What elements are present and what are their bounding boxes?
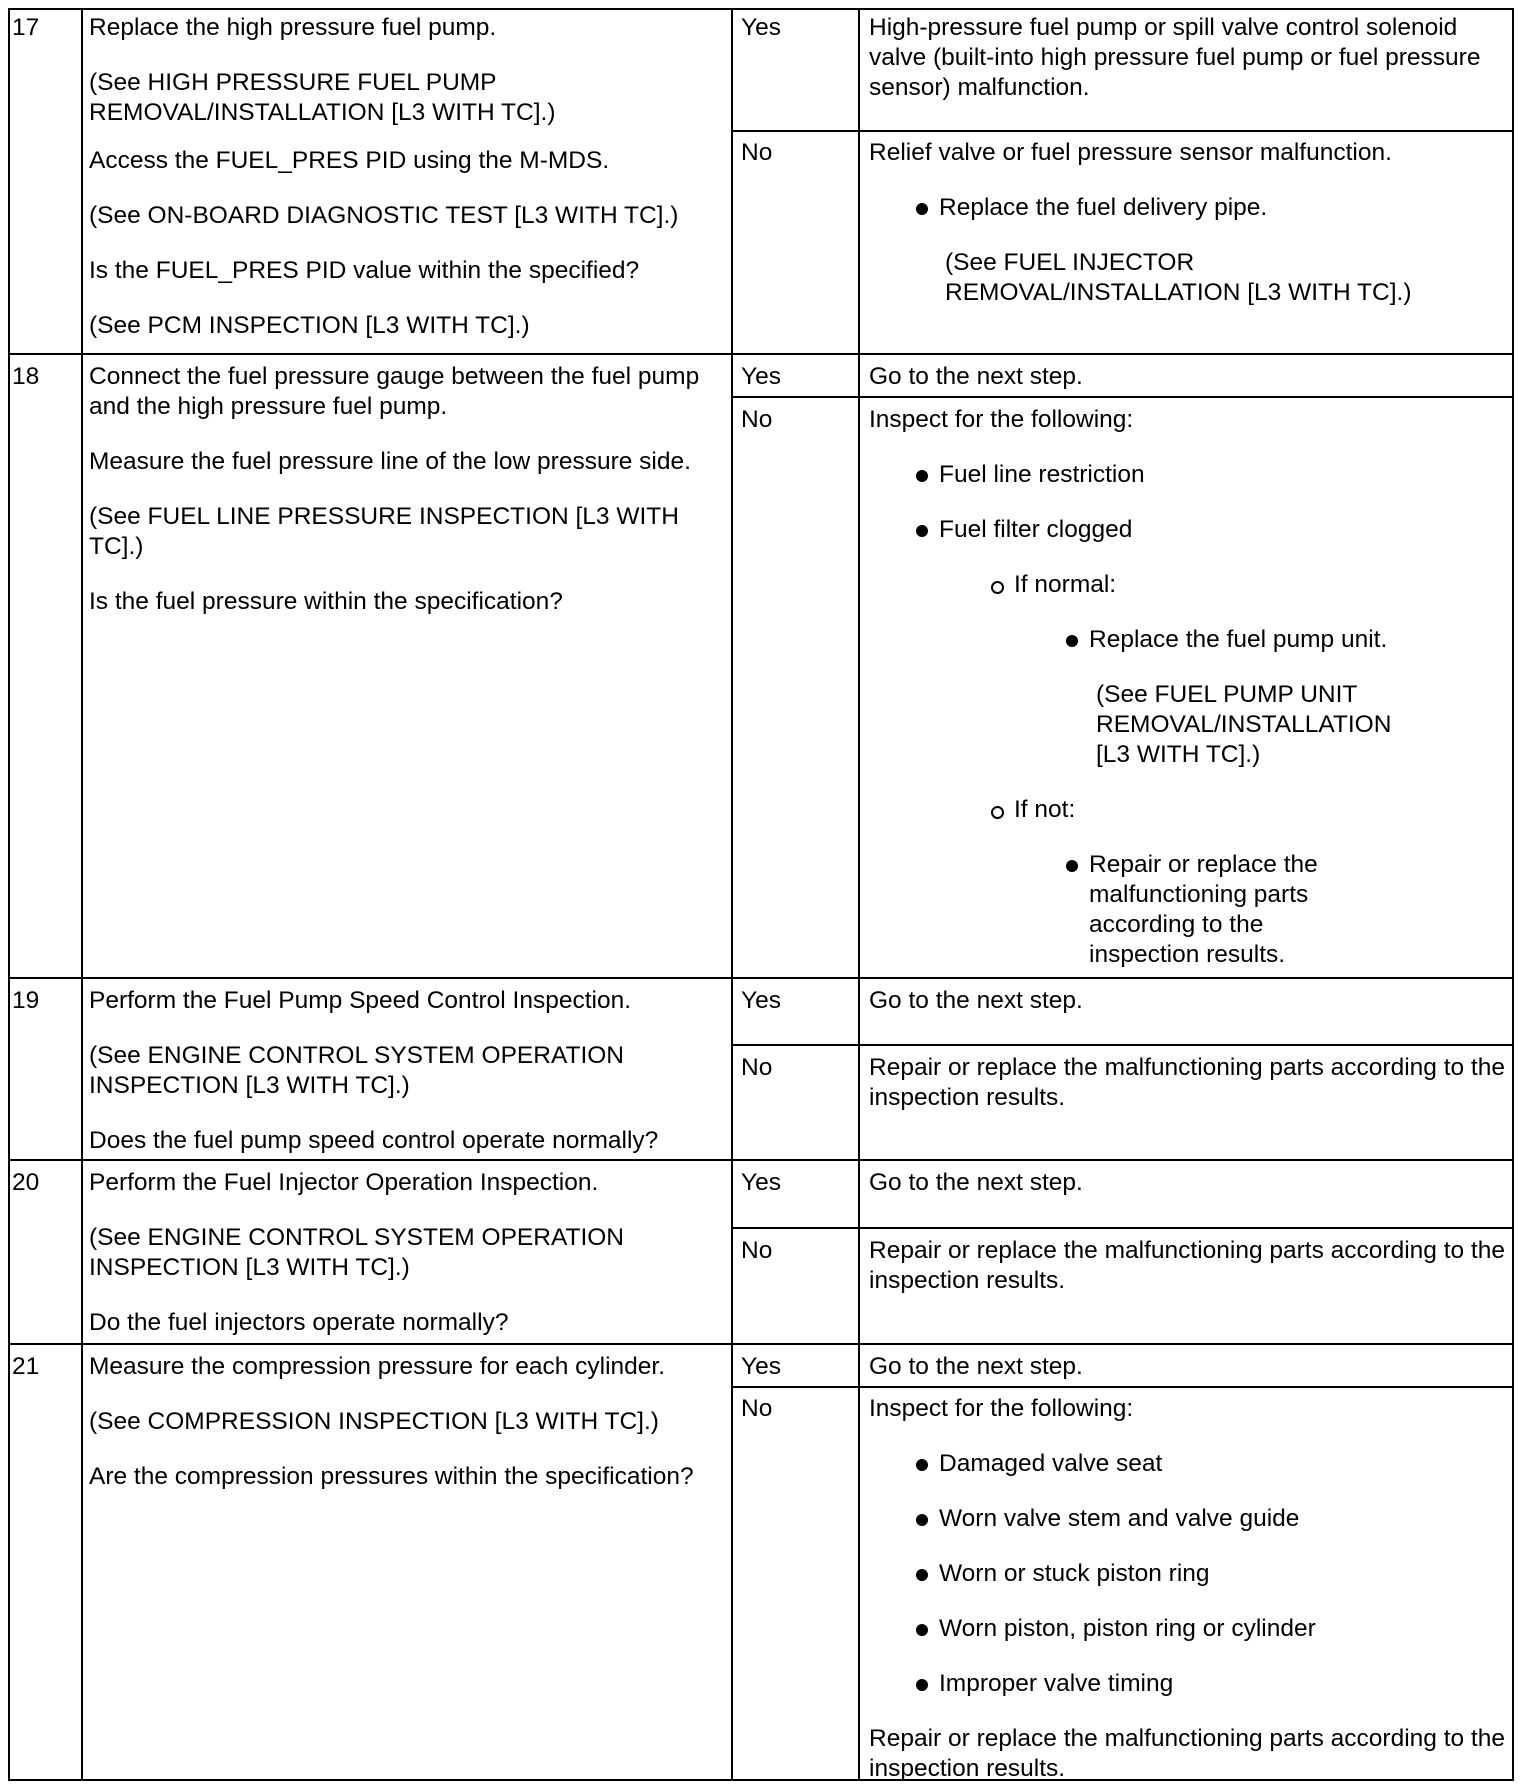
bullet-reference: (See FUEL PUMP UNIT REMOVAL/INSTALLATION [L3 WITH TC].) bbox=[1096, 681, 1392, 768]
no-label: No bbox=[741, 1237, 773, 1264]
sub-bullet-item bbox=[980, 570, 1505, 600]
circle-bullet-icon bbox=[980, 795, 1014, 819]
action-reference: (See ENGINE CONTROL SYSTEM OPERATION INSPECTION [L3 WITH TC].) bbox=[89, 1042, 625, 1099]
no-label: No bbox=[741, 1054, 773, 1081]
bullet-item bbox=[905, 515, 1505, 545]
action-question: Is the fuel pressure within the specification? bbox=[89, 588, 563, 615]
circle-bullet-icon bbox=[980, 570, 1014, 594]
action-reference: (See COMPRESSION INSPECTION [L3 WITH TC].) bbox=[89, 1408, 659, 1435]
step-number: 18 bbox=[12, 363, 40, 390]
bullet-text: Improper valve timing bbox=[939, 1670, 1174, 1697]
bullet-icon bbox=[905, 193, 939, 215]
yes-label: Yes bbox=[741, 363, 781, 390]
table-border-left bbox=[8, 8, 10, 1781]
yes-label: Yes bbox=[741, 1169, 781, 1196]
row-divider bbox=[8, 977, 1514, 979]
bullet-icon bbox=[905, 515, 939, 537]
step-number: 19 bbox=[12, 987, 40, 1014]
bullet-icon bbox=[905, 1669, 939, 1691]
bullet-item bbox=[905, 1504, 1505, 1534]
action-question: Does the fuel pump speed control operate normally? bbox=[89, 1127, 659, 1154]
condition-text: If not: bbox=[1014, 796, 1076, 823]
action-question: Are the compression pressures within the specification? bbox=[89, 1463, 694, 1490]
bullet-item bbox=[905, 1614, 1505, 1644]
no-label: No bbox=[741, 1395, 773, 1422]
table-border-top bbox=[8, 8, 1514, 10]
bullet-text: Worn piston, piston ring or cylinder bbox=[939, 1615, 1316, 1642]
column-divider-step bbox=[81, 8, 83, 1781]
yes-label: Yes bbox=[741, 14, 781, 41]
action-cell bbox=[89, 13, 725, 341]
yes-result: Go to the next step. bbox=[869, 1169, 1083, 1196]
yes-no-divider bbox=[731, 1386, 1514, 1388]
action-cell bbox=[89, 986, 725, 1156]
action-text: Connect the fuel pressure gauge between the fuel pump and the high pressure fuel pump. bbox=[89, 363, 700, 420]
bullet-text: Replace the fuel pump unit. bbox=[1089, 626, 1388, 653]
action-reference: (See HIGH PRESSURE FUEL PUMP REMOVAL/INSTALLATION [L3 WITH TC].) bbox=[89, 69, 556, 126]
action-text: Access the FUEL_PRES PID using the M-MDS. bbox=[89, 147, 610, 174]
no-result: Repair or replace the malfunctioning parts according to the inspection results. bbox=[869, 1054, 1505, 1111]
action-cell bbox=[89, 362, 725, 617]
step-number: 20 bbox=[12, 1169, 40, 1196]
action-text: Replace the high pressure fuel pump. bbox=[89, 14, 497, 41]
bullet-item bbox=[905, 1559, 1505, 1589]
bullet-text: Repair or replace the malfunctioning parts according to the inspection results. bbox=[1089, 851, 1318, 968]
bullet-icon bbox=[905, 1559, 939, 1581]
action-question: Is the FUEL_PRES PID value within the specified? bbox=[89, 257, 640, 284]
no-result bbox=[869, 405, 1505, 970]
step-number: 21 bbox=[12, 1353, 40, 1380]
nested-bullet-item bbox=[1055, 850, 1365, 970]
no-result bbox=[869, 1394, 1505, 1784]
action-reference: (See ON-BOARD DIAGNOSTIC TEST [L3 WITH TC].) bbox=[89, 202, 679, 229]
yes-no-divider bbox=[731, 1044, 1514, 1046]
bullet-text: Worn or stuck piston ring bbox=[939, 1560, 1210, 1587]
bullet-item bbox=[905, 1669, 1505, 1699]
action-reference: (See ENGINE CONTROL SYSTEM OPERATION INSPECTION [L3 WITH TC].) bbox=[89, 1224, 625, 1281]
sub-bullet-item bbox=[980, 795, 1505, 825]
bullet-icon bbox=[905, 1449, 939, 1471]
bullet-icon bbox=[905, 1614, 939, 1636]
table-border-right bbox=[1512, 8, 1514, 1781]
condition-text: If normal: bbox=[1014, 571, 1117, 598]
bullet-icon bbox=[1055, 625, 1089, 647]
action-reference: (See FUEL LINE PRESSURE INSPECTION [L3 WITH TC].) bbox=[89, 503, 679, 560]
column-divider-action bbox=[731, 8, 733, 1781]
yes-result: Go to the next step. bbox=[869, 1353, 1083, 1380]
nested-bullet-item bbox=[1055, 625, 1505, 655]
yes-no-divider bbox=[731, 396, 1514, 398]
bullet-icon bbox=[905, 1504, 939, 1526]
bullet-text: Worn valve stem and valve guide bbox=[939, 1505, 1300, 1532]
yes-label: Yes bbox=[741, 1353, 781, 1380]
yes-result: Go to the next step. bbox=[869, 987, 1083, 1014]
action-text: Measure the compression pressure for each cylinder. bbox=[89, 1353, 666, 1380]
action-question: Do the fuel injectors operate normally? bbox=[89, 1309, 509, 1336]
yes-no-divider bbox=[731, 1227, 1514, 1229]
step-number: 17 bbox=[12, 14, 40, 41]
action-text: Measure the fuel pressure line of the low pressure side. bbox=[89, 448, 691, 475]
no-label: No bbox=[741, 139, 773, 166]
yes-result: Go to the next step. bbox=[869, 363, 1083, 390]
row-divider bbox=[8, 1343, 1514, 1345]
no-result-text: Inspect for the following: bbox=[869, 1395, 1134, 1422]
no-label: No bbox=[741, 406, 773, 433]
no-result: Repair or replace the malfunctioning parts according to the inspection results. bbox=[869, 1237, 1505, 1294]
action-cell bbox=[89, 1168, 725, 1338]
bullet-icon bbox=[905, 460, 939, 482]
no-result-footer: Repair or replace the malfunctioning parts according to the inspection results. bbox=[869, 1725, 1505, 1782]
bullet-text: Fuel filter clogged bbox=[939, 516, 1133, 543]
bullet-text: Replace the fuel delivery pipe. bbox=[939, 194, 1268, 221]
bullet-item bbox=[905, 193, 1505, 223]
bullet-text: Damaged valve seat bbox=[939, 1450, 1163, 1477]
bullet-item bbox=[905, 460, 1505, 490]
yes-no-divider bbox=[731, 130, 1514, 132]
bullet-text: Fuel line restriction bbox=[939, 461, 1145, 488]
yes-result: High-pressure fuel pump or spill valve control solenoid valve (built-into high pressure fuel pump or fuel pressure sensor) malfunction. bbox=[869, 14, 1481, 101]
column-divider-result bbox=[858, 8, 860, 1781]
row-divider bbox=[8, 353, 1514, 355]
action-text: Perform the Fuel Injector Operation Inspection. bbox=[89, 1169, 599, 1196]
action-reference: (See PCM INSPECTION [L3 WITH TC].) bbox=[89, 312, 530, 339]
no-result-text: Inspect for the following: bbox=[869, 406, 1134, 433]
bullet-reference: (See FUEL INJECTOR REMOVAL/INSTALLATION [L3 WITH TC].) bbox=[945, 249, 1412, 306]
action-text: Perform the Fuel Pump Speed Control Inspection. bbox=[89, 987, 632, 1014]
bullet-item bbox=[905, 1449, 1505, 1479]
no-result bbox=[869, 138, 1505, 308]
bullet-icon bbox=[1055, 850, 1089, 872]
no-result-text: Relief valve or fuel pressure sensor malfunction. bbox=[869, 139, 1392, 166]
yes-label: Yes bbox=[741, 987, 781, 1014]
action-cell bbox=[89, 1352, 725, 1492]
row-divider bbox=[8, 1159, 1514, 1161]
